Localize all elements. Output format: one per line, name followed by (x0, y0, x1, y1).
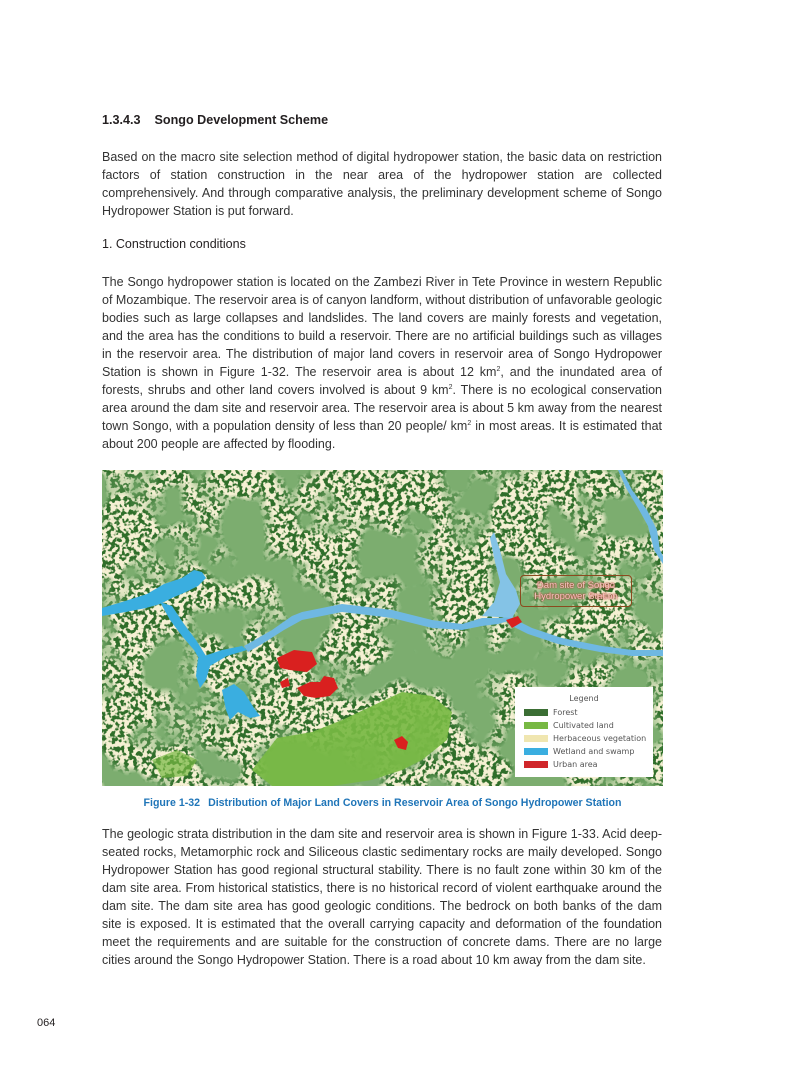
section-title: Songo Development Scheme (154, 113, 329, 127)
legend-label: Wetland and swamp (553, 747, 635, 756)
text-run: The Songo hydropower station is located on the Zambezi River in Tete Province in western Republic of Mozambique. The reservoir area is of canyon landform, without distribution of unfavorable geologic bodies such as large collapses and landslides. The land covers are mainly forests and vegetation, and the area has the conditions to build a reservoir. There are no artificial buildings such as villages in the reservoir area. The distribution of major land covers in reservoir area of Songo Hydropower Station is shown in Figure 1-32. The reservoir area is about 12 km (102, 275, 662, 379)
annotation-line-2: Hydropower Station (534, 591, 618, 602)
construction-conditions-paragraph (102, 273, 662, 453)
legend-item (515, 745, 653, 758)
section-heading (102, 113, 328, 127)
subheading-construction-conditions: 1. Construction conditions (102, 237, 246, 251)
text-run: in most areas. It is estimated that about 200 people are affected by flooding. (102, 419, 662, 451)
legend-items (515, 706, 653, 771)
legend-label: Urban area (553, 760, 598, 769)
intro-paragraph: Based on the macro site selection method of digital hydropower station, the basic data on restriction factors of station construction in the near area of the hydropower station are collected comprehensively. And through comparative analysis, the preliminary development scheme of Songo Hydropower Station is put forward. (102, 150, 662, 218)
legend-label: Herbaceous vegetation (553, 734, 647, 743)
annotation-line-1: Dam site of Songo (536, 580, 616, 591)
figure-caption-text: Distribution of Major Land Covers in Reservoir Area of Songo Hydropower Station (208, 797, 622, 809)
land-cover-map (102, 470, 663, 786)
legend-swatch (524, 761, 548, 768)
legend-label: Forest (553, 708, 578, 717)
legend-item (515, 719, 653, 732)
page-number: 064 (37, 1017, 56, 1029)
section-number: 1.3.4.3 (102, 113, 141, 127)
legend-label: Cultivated land (553, 721, 614, 730)
legend-swatch (524, 748, 548, 755)
superscript: 2 (467, 420, 472, 427)
legend-item (515, 706, 653, 719)
legend-item (515, 758, 653, 771)
legend-item (515, 732, 653, 745)
legend-swatch (524, 722, 548, 729)
text-run: . There is no ecological conservation area around the dam site and reservoir area. The reservoir area is about 5 km away from the nearest town Songo, with a population density of less than 20 people/ km (102, 383, 662, 433)
figure-caption (102, 797, 663, 809)
legend-title: Legend (569, 694, 599, 703)
dam-site-annotation (520, 575, 632, 607)
geology-paragraph: The geologic strata distribution in the dam site and reservoir area is shown in Figure 1-33. Acid deep-seated rocks, Metamorphic rock and Siliceous clastic sedimentary rocks are maily developed. Songo Hydropower Station has good regional structural stability. There is no fault zone within 30 km of the dam site area. From historical statistics, there is no historical record of violent earthquake around the dam site. The dam site area has good geologic conditions. The bedrock on both banks of the dam site is exposed. It is estimated that the overall carrying capacity and deformation of the foundation meet the requirements and are suitable for the construction of concrete dams. There are no large cities around the Songo Hydropower Station. There is a road about 10 km away from the dam site. (102, 827, 662, 967)
legend-swatch (524, 735, 548, 742)
superscript: 2 (496, 366, 501, 373)
legend-swatch (524, 709, 548, 716)
text-run: , and the inundated area of forests, shrubs and other land covers involved is about 9 km (102, 365, 662, 397)
figure-number: Figure 1-32 (143, 797, 201, 809)
superscript: 2 (448, 384, 453, 391)
map-legend (515, 687, 653, 777)
